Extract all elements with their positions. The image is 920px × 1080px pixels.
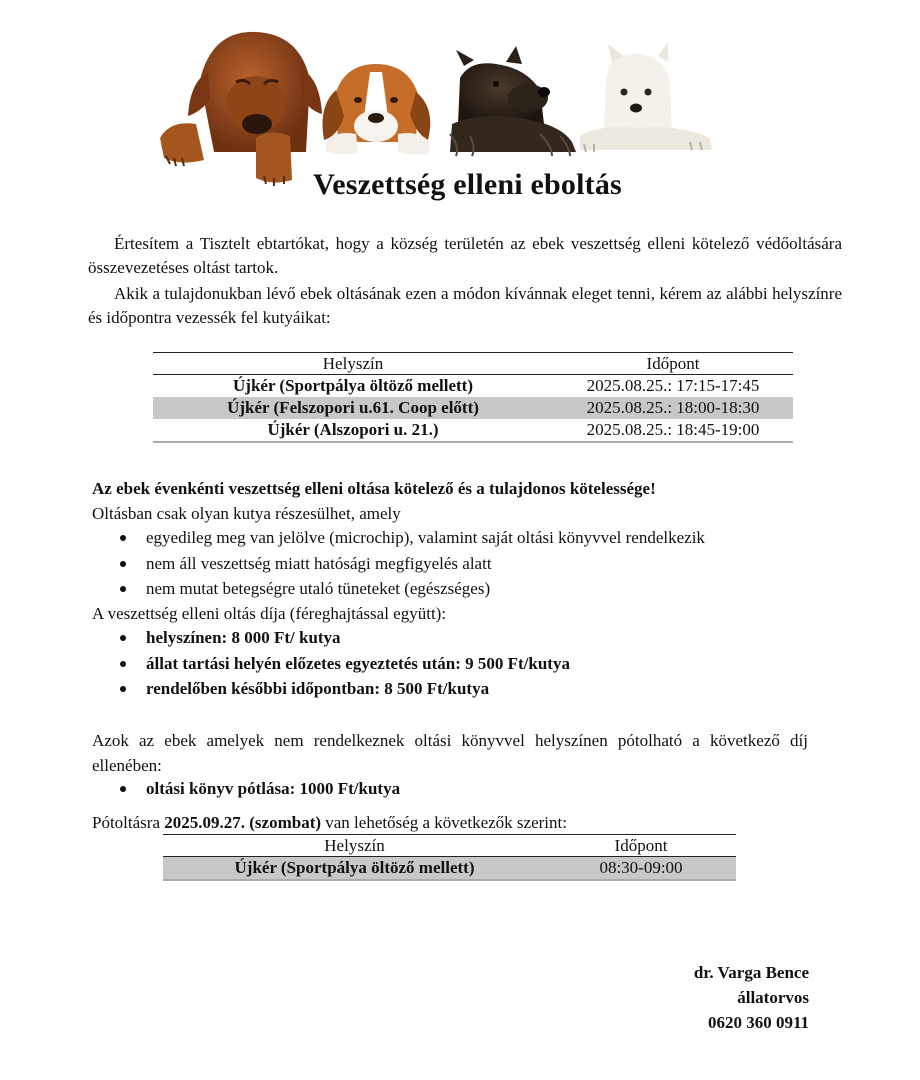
column-header-time: Időpont xyxy=(553,353,793,375)
location-cell: Újkér (Felszopori u.61. Coop előtt) xyxy=(153,397,553,419)
intro-text-2: Akik a tulajdonukban lévő ebek oltásának ezen a módon kívánnak eleget tenni, kérem az alábbi helyszínre és időpontra vezessék fel kutyáikat: xyxy=(88,284,842,327)
list-item: oltási könyv pótlása: 1000 Ft/kutya xyxy=(120,776,400,802)
table-row xyxy=(153,375,793,398)
fee-intro: A veszettség elleni oltás díja (féreghajtással együtt): xyxy=(92,604,447,623)
vet-name: dr. Varga Bence xyxy=(693,963,809,982)
time-cell: 2025.08.25.: 17:15-17:45 xyxy=(586,376,760,395)
table-row xyxy=(153,419,793,442)
eligibility-list xyxy=(120,525,705,602)
time-cell: 2025.08.25.: 18:45-19:00 xyxy=(553,419,793,442)
vet-phone: 0620 360 0911 xyxy=(707,1013,809,1032)
time-cell: 08:30-09:00 xyxy=(546,857,736,881)
signature-block xyxy=(694,960,809,1035)
ridgeback-dog-icon xyxy=(160,32,322,186)
replacement-table xyxy=(163,834,736,881)
replacement-header-row xyxy=(163,835,736,857)
list-item: állat tartási helyén előzetes egyeztetés után: 9 500 Ft/kutya xyxy=(120,651,570,677)
replacement-notice xyxy=(92,810,852,835)
table-row xyxy=(153,397,793,419)
time-cell: 2025.08.25.: 18:00-18:30 xyxy=(553,397,793,419)
location-cell: Újkér (Sportpálya öltöző mellett) xyxy=(163,857,546,881)
column-header-location: Helyszín xyxy=(153,353,553,375)
list-item: nem áll veszettség miatt hatósági megfigyelés alatt xyxy=(120,551,705,577)
scottish-terrier-dog-icon xyxy=(450,46,576,156)
table-row xyxy=(163,857,736,881)
replacement-date: 2025.09.27. (szombat) xyxy=(164,813,322,832)
dogs-banner-image xyxy=(160,20,720,190)
list-item: helyszínen: 8 000 Ft/ kutya xyxy=(120,625,570,651)
location-cell: Újkér (Alszopori u. 21.) xyxy=(153,419,553,442)
schedule-header-row xyxy=(153,353,793,375)
page-title: Veszettség elleni eboltás xyxy=(313,168,622,201)
list-item: nem mutat betegségre utaló tüneteket (egészséges) xyxy=(120,576,705,602)
westie-dog-icon xyxy=(580,42,712,152)
list-item: rendelőben későbbi időpontban: 8 500 Ft/kutya xyxy=(120,676,570,702)
mandatory-notice: Az ebek évenkénti veszettség elleni oltása kötelező és a tulajdonos kötelessége! xyxy=(92,479,656,498)
column-header-location: Helyszín xyxy=(163,835,546,857)
intro-paragraph-1 xyxy=(88,232,842,280)
vaccination-book-note: Azok az ebek amelyek nem rendelkeznek oltási könyvvel helyszínen pótolható a következő díj ellenében: xyxy=(92,731,808,775)
list-item: egyedileg meg van jelölve (microchip), valamint saját oltási könyvvel rendelkezik xyxy=(120,525,705,551)
book-fee-list xyxy=(120,776,400,802)
intro-paragraph-2 xyxy=(88,282,842,330)
replacement-prefix: Pótoltásra xyxy=(92,813,160,832)
column-header-time: Időpont xyxy=(546,835,736,857)
fee-list xyxy=(120,625,570,702)
intro-text-1: Értesítem a Tisztelt ebtartókat, hogy a község területén az ebek veszettség elleni kötelező védőoltására összevezetéses oltást tartok. xyxy=(88,234,842,277)
replacement-suffix: van lehetőség a következők szerint: xyxy=(325,813,567,832)
eligibility-intro: Oltásban csak olyan kutya részesülhet, amely xyxy=(92,504,401,523)
location-cell: Újkér (Sportpálya öltöző mellett) xyxy=(233,376,473,395)
schedule-table xyxy=(153,352,793,443)
beagle-dog-icon xyxy=(323,64,431,155)
vet-title: állatorvos xyxy=(737,988,809,1007)
